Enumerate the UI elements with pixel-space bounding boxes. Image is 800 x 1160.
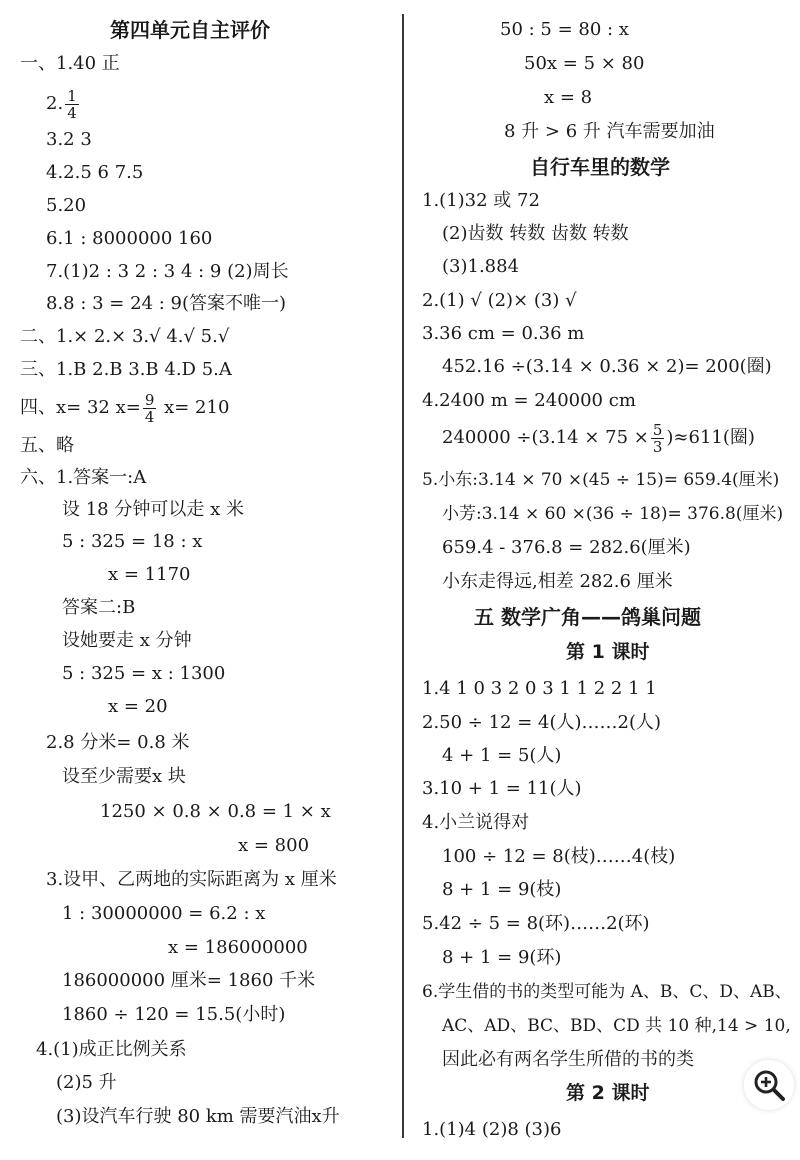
lesson-title: 第 2 课时 <box>566 1082 650 1104</box>
answer-line: 1250 × 0.8 × 0.8 = 1 × x <box>100 801 331 822</box>
answer-line: 5 : 325 = x : 1300 <box>62 663 226 684</box>
answer-line: 50 : 5 = 80 : x <box>500 19 629 40</box>
answer-line: 4.小兰说得对 <box>422 812 530 833</box>
answer-line: 答案二:B <box>62 597 136 618</box>
answer-line: 659.4 - 376.8 = 282.6(厘米) <box>442 537 691 558</box>
section-title-pigeonhole: 五 数学广角——鸽巢问题 <box>474 605 701 629</box>
answer-line: x = 8 <box>544 87 593 108</box>
section-title-unit4: 第四单元自主评价 <box>110 18 270 42</box>
zoom-in-button[interactable] <box>744 1060 794 1110</box>
answer-line: 3.10 + 1 = 11(人) <box>422 778 582 799</box>
answer-line: (2)5 升 <box>56 1072 117 1093</box>
answer-line: 4 + 1 = 5(人) <box>442 745 562 766</box>
answer-line: 小芳:3.14 × 60 ×(36 ÷ 18)= 376.8(厘米) <box>442 504 784 524</box>
answer-line: 5 : 325 = 18 : x <box>62 531 203 552</box>
answer-line: 8 升 > 6 升 汽车需要加油 <box>504 121 715 142</box>
answer-line: 三、1.B 2.B 3.B 4.D 5.A <box>20 359 232 380</box>
answer-line: 8.8 : 3 = 24 : 9(答案不唯一) <box>46 293 287 314</box>
answer-line: 1 : 30000000 = 6.2 : x <box>62 903 266 924</box>
answer-line: 1.(1)32 或 72 <box>422 190 540 211</box>
answer-line: 五、略 <box>20 435 74 456</box>
answer-line: (3)设汽车行驶 80 km 需要汽油x升 <box>56 1106 340 1127</box>
answer-line-fraction: 四、x= 32 x= $\frac{9}{4}$ x= 210 <box>20 390 230 426</box>
answer-line: 4.(1)成正比例关系 <box>36 1039 187 1060</box>
answer-line: 1860 ÷ 120 = 15.5(小时) <box>62 1004 286 1025</box>
answer-line: 4.2.5 6 7.5 <box>46 162 144 183</box>
zoom-in-icon <box>752 1068 786 1102</box>
answer-line: AC、AD、BC、BD、CD 共 10 种,14 > 10, <box>442 1016 791 1036</box>
answer-line: 设 18 分钟可以走 x 米 <box>62 499 244 520</box>
answer-line: x = 800 <box>238 835 310 856</box>
section-title-bicycle: 自行车里的数学 <box>530 155 670 179</box>
answer-line: (3)1.884 <box>442 256 520 277</box>
fraction: $\frac{9}{4}$ <box>144 390 155 426</box>
answer-line: 6.1 : 8000000 160 <box>46 228 213 249</box>
answer-line: 3.设甲、乙两地的实际距离为 x 厘米 <box>46 869 337 890</box>
answer-line: 1.(1)4 (2)8 (3)6 <box>422 1119 562 1140</box>
answer-line: 2.(1) √ (2)× (3) √ <box>422 290 577 311</box>
answer-line-fraction: 240000 ÷(3.14 × 75 × $\frac{5}{3}$ )≈611(圈) <box>442 420 755 456</box>
answer-line: (2)齿数 转数 齿数 转数 <box>442 223 629 244</box>
answer-line: 50x = 5 × 80 <box>524 53 645 74</box>
answer-line: 8 + 1 = 9(环) <box>442 947 562 968</box>
answer-line: 因此必有两名学生所借的书的类 <box>442 1049 694 1070</box>
answer-line: 2.8 分米= 0.8 米 <box>46 732 190 753</box>
fraction: $\frac{1}{4}$ <box>67 86 77 122</box>
answer-line-fraction: 2. $\frac{1}{4}$ <box>46 86 77 122</box>
answer-line: 8 + 1 = 9(枝) <box>442 879 562 900</box>
answer-line: 3.2 3 <box>46 129 92 150</box>
answer-line: 六、1.答案一:A <box>20 467 147 488</box>
answer-line: 二、1.× 2.× 3.√ 4.√ 5.√ <box>20 326 230 347</box>
answer-line: 设她要走 x 分钟 <box>62 630 192 651</box>
answer-line: 2.50 ÷ 12 = 4(人)……2(人) <box>422 712 662 733</box>
answer-line: 设至少需要x 块 <box>62 766 186 787</box>
fraction: $\frac{5}{3}$ <box>652 420 663 456</box>
answer-line: 6.学生借的书的类型可能为 A、B、C、D、AB、 <box>422 982 792 1002</box>
answer-line: x = 20 <box>108 696 168 717</box>
answer-line: 5.20 <box>46 195 87 216</box>
answer-line: 100 ÷ 12 = 8(枝)……4(枝) <box>442 846 676 867</box>
column-divider <box>402 14 404 1138</box>
answer-line: 小东走得远,相差 282.6 厘米 <box>442 571 673 592</box>
answer-line: 5.小东:3.14 × 70 ×(45 ÷ 15)= 659.4(厘米) <box>422 470 780 490</box>
answer-line: 一、1.40 正 <box>20 53 120 74</box>
answer-line: 452.16 ÷(3.14 × 0.36 × 2)= 200(圈) <box>442 356 772 377</box>
answer-line: 7.(1)2 : 3 2 : 3 4 : 9 (2)周长 <box>46 261 289 282</box>
answer-line: 5.42 ÷ 5 = 8(环)……2(环) <box>422 913 650 934</box>
lesson-title: 第 1 课时 <box>566 641 650 663</box>
answer-line: 4.2400 m = 240000 cm <box>422 390 636 411</box>
answer-line: 3.36 cm = 0.36 m <box>422 323 585 344</box>
answer-line: 1.4 1 0 3 2 0 3 1 1 2 2 1 1 <box>422 678 657 699</box>
answer-line: x = 1170 <box>108 564 191 585</box>
answer-line: 186000000 厘米= 1860 千米 <box>62 970 316 991</box>
answer-line: x = 186000000 <box>168 937 308 958</box>
